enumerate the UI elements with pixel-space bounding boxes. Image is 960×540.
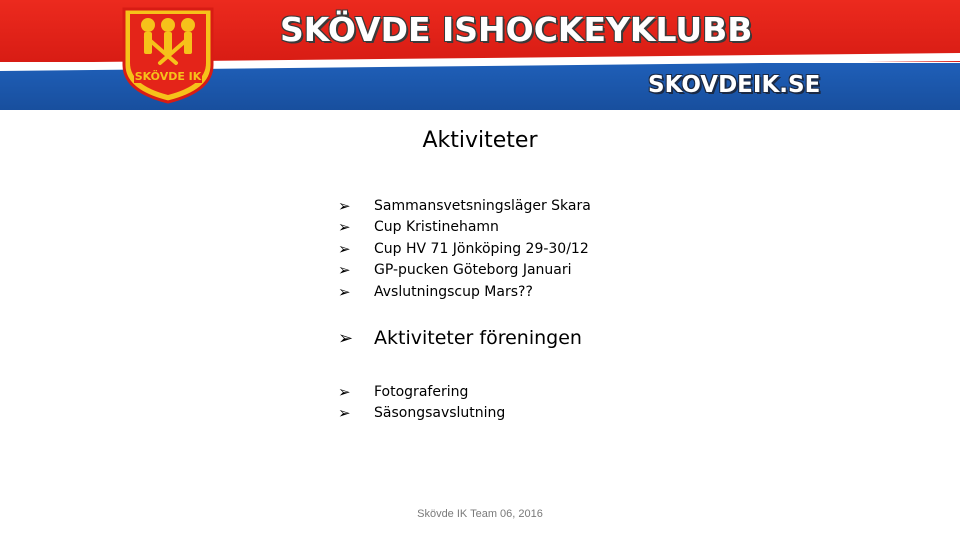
- activity-list: [338, 195, 591, 303]
- logo-label: SKÖVDE IK: [134, 70, 202, 83]
- arrow-bullet-icon: ➢: [338, 261, 351, 280]
- list-item-text: Sammansvetsningsläger Skara: [374, 197, 591, 214]
- list-item: [338, 403, 505, 425]
- header-banner: [0, 0, 960, 110]
- list-item: [338, 381, 505, 403]
- arrow-bullet-icon: ➢: [338, 239, 351, 258]
- slide-heading: Aktiviteter: [422, 128, 538, 153]
- arrow-bullet-icon: ➢: [338, 218, 351, 237]
- club-logo-icon: [118, 5, 218, 105]
- list-item: [338, 238, 591, 260]
- slide-footer: Skövde IK Team 06, 2016: [417, 508, 543, 520]
- club-title: SKÖVDE ISHOCKEYKLUBB: [280, 10, 753, 49]
- arrow-bullet-icon: ➢: [338, 196, 351, 215]
- arrow-bullet-icon: ➢: [338, 404, 351, 423]
- list-item: [338, 324, 582, 352]
- list-item-text: Cup HV 71 Jönköping 29-30/12: [374, 240, 589, 257]
- arrow-bullet-icon: ➢: [338, 327, 354, 349]
- club-website: SKOVDEIK.SE: [648, 72, 821, 98]
- arrow-bullet-icon: ➢: [338, 382, 351, 401]
- list-item-text: Cup Kristinehamn: [374, 219, 499, 236]
- list-item: [338, 217, 591, 239]
- list-item-text: Fotografering: [374, 383, 469, 400]
- list-item-text: Avslutningscup Mars??: [374, 283, 533, 300]
- list-item-text: GP-pucken Göteborg Januari: [374, 262, 572, 279]
- arrow-bullet-icon: ➢: [338, 282, 351, 301]
- list-item: [338, 195, 591, 217]
- list-item: [338, 260, 591, 282]
- list-item-text: Säsongsavslutning: [374, 405, 506, 422]
- association-activity-list: [338, 381, 505, 424]
- list-item-text: Aktiviteter föreningen: [374, 327, 582, 349]
- list-item: [338, 281, 591, 303]
- association-heading-list: [338, 324, 582, 352]
